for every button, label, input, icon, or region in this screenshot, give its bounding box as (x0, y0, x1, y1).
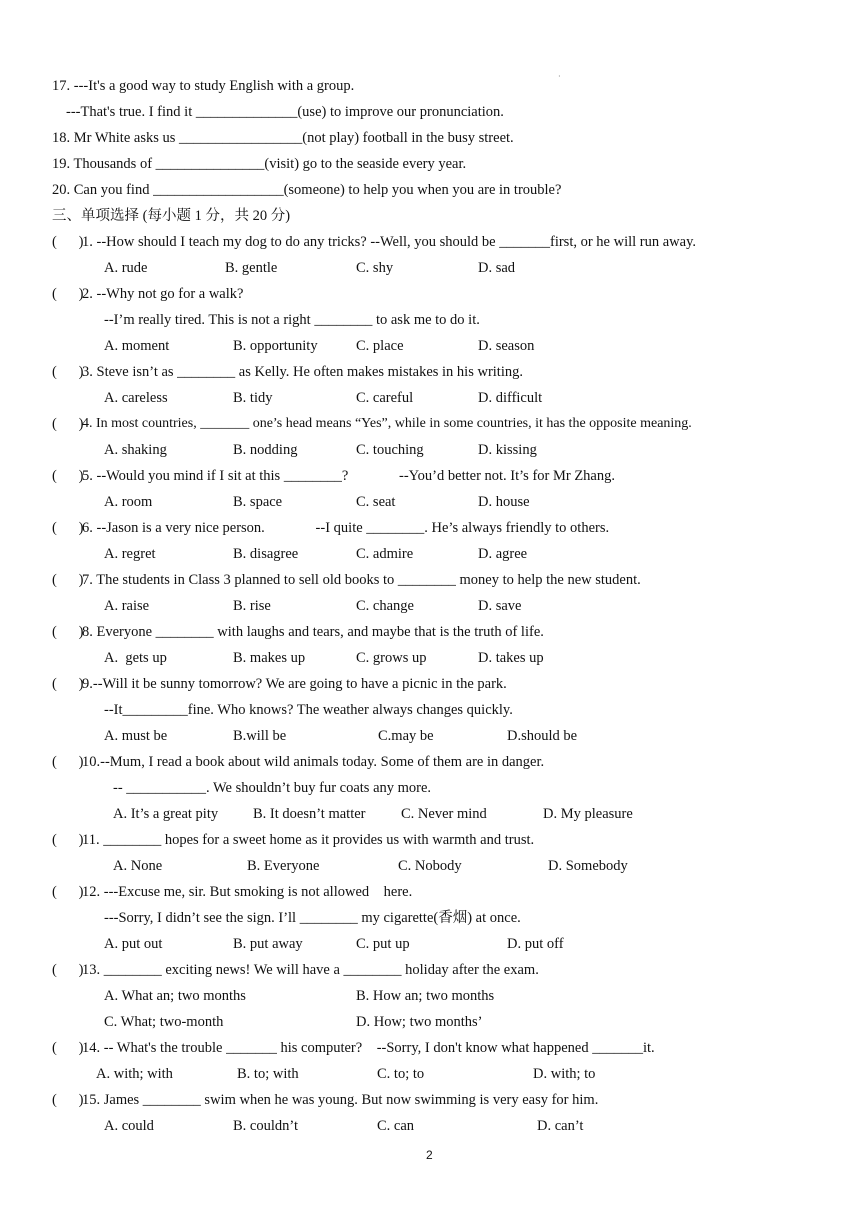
option: C. shy (356, 260, 394, 276)
option: B. nodding (233, 442, 298, 458)
option: B. Everyone (247, 858, 320, 874)
question-stem: 8. Everyone ________ with laughs and tears, and maybe that is the truth of life. (82, 624, 544, 640)
question-stem: 7. The students in Class 3 planned to sell old books to ________ money to help the new student. (82, 572, 641, 588)
option: A. rude (104, 260, 148, 276)
question-stem: 15. James ________ swim when he was young. But now swimming is very easy for him. (82, 1092, 599, 1108)
option: B. opportunity (233, 338, 318, 354)
option: C.may be (378, 728, 434, 744)
fill-blank-line: 18. Mr White asks us _________________(not play) football in the busy street. (52, 130, 514, 146)
answer-blank: ( ) (52, 962, 84, 978)
option: D. difficult (478, 390, 543, 406)
option: C. change (356, 598, 414, 614)
option: C. admire (356, 546, 414, 562)
stray-mark: · (558, 72, 561, 81)
question-stem: 11. ________ hopes for a sweet home as it provides us with warmth and trust. (82, 832, 535, 848)
question-stem: 5. --Would you mind if I sit at this ________? --You’d better not. It’s for Mr Zhang. (82, 468, 615, 484)
question-stem: 2. --Why not go for a walk? (82, 286, 244, 302)
option: C. to; to (377, 1066, 425, 1082)
option: A. It’s a great pity (113, 806, 219, 822)
option: C. grows up (356, 650, 427, 666)
option: C. careful (356, 390, 414, 406)
option: B. put away (233, 936, 303, 952)
option: A. careless (104, 390, 168, 406)
option: D. agree (478, 546, 528, 562)
option: B. disagree (233, 546, 299, 562)
option: A. regret (104, 546, 156, 562)
question-stem: 6. --Jason is a very nice person. --I quite ________. He’s always friendly to others. (82, 520, 610, 536)
option: B. space (233, 494, 283, 510)
answer-blank: ( ) (52, 624, 84, 640)
question-stem: 12. ---Excuse me, sir. But smoking is not allowed here. (82, 884, 413, 900)
option: A. room (104, 494, 153, 510)
option: A. What an; two months (104, 988, 246, 1004)
option: A. could (104, 1118, 154, 1134)
question-stem: ---Sorry, I didn’t see the sign. I’ll ________ my cigarette(香烟) at once. (104, 910, 521, 926)
option: D. sad (478, 260, 516, 276)
answer-blank: ( ) (52, 286, 84, 302)
page-number: 2 (426, 1148, 433, 1162)
answer-blank: ( ) (52, 520, 84, 536)
question-stem: 1. --How should I teach my dog to do any tricks? --Well, you should be _______first, or he will run away. (82, 234, 697, 250)
answer-blank: ( ) (52, 676, 84, 692)
option: D. kissing (478, 442, 537, 458)
option: B. How an; two months (356, 988, 495, 1004)
question-stem: 9.--Will it be sunny tomorrow? We are going to have a picnic in the park. (82, 676, 507, 692)
question-stem: -- ___________. We shouldn’t buy fur coats any more. (113, 780, 432, 796)
fill-blank-line: 17. ---It's a good way to study English with a group. (52, 78, 355, 94)
answer-blank: ( ) (52, 364, 84, 380)
section-title: 三、单项选择 (每小题 1 分，共 20 分) (52, 208, 291, 224)
option: B. rise (233, 598, 271, 614)
question-stem: 3. Steve isn’t as ________ as Kelly. He often makes mistakes in his writing. (82, 364, 523, 380)
answer-blank: ( ) (52, 1092, 84, 1108)
answer-blank: ( ) (52, 234, 84, 250)
answer-blank: ( ) (52, 754, 84, 770)
question-stem: 14. -- What's the trouble _______ his computer? --Sorry, I don't know what happened _______it. (82, 1040, 655, 1056)
answer-blank: ( ) (52, 884, 84, 900)
option: B. It doesn’t matter (253, 806, 366, 822)
option: D. season (478, 338, 535, 354)
option: A. moment (104, 338, 170, 354)
question-stem: --It_________fine. Who knows? The weather always changes quickly. (104, 702, 513, 718)
option: A. raise (104, 598, 150, 614)
option: B.will be (233, 728, 287, 744)
answer-blank: ( ) (52, 572, 84, 588)
question-stem: 4. In most countries, _______ one’s head means “Yes”, while in some countries, it has the opposite meaning. (82, 416, 692, 431)
option: D. can’t (537, 1118, 584, 1134)
option: A. shaking (104, 442, 167, 458)
answer-blank: ( ) (52, 416, 84, 432)
option: B. gentle (225, 260, 278, 276)
answer-blank: ( ) (52, 832, 84, 848)
fill-blank-line: ---That's true. I find it ______________(use) to improve our pronunciation. (66, 104, 504, 120)
option: D. How; two months’ (356, 1014, 483, 1030)
option: C. What; two-month (104, 1014, 224, 1030)
option: B. tidy (233, 390, 273, 406)
option: B. makes up (233, 650, 306, 666)
option: C. can (377, 1118, 415, 1134)
option: A. must be (104, 728, 168, 744)
answer-blank: ( ) (52, 1040, 84, 1056)
question-stem: 10.--Mum, I read a book about wild animals today. Some of them are in danger. (82, 754, 545, 770)
fill-blank-line: 20. Can you find __________________(someone) to help you when you are in trouble? (52, 182, 562, 198)
option: D. house (478, 494, 530, 510)
fill-blank-line: 19. Thousands of _______________(visit) go to the seaside every year. (52, 156, 467, 172)
option: C. touching (356, 442, 424, 458)
option: B. to; with (237, 1066, 299, 1082)
option: D. save (478, 598, 522, 614)
option: A. None (113, 858, 163, 874)
question-stem: --I’m really tired. This is not a right ________ to ask me to do it. (104, 312, 480, 328)
option: A. put out (104, 936, 163, 952)
option: D. put off (507, 936, 564, 952)
option: C. place (356, 338, 404, 354)
option: D. Somebody (548, 858, 628, 874)
option: C. Never mind (401, 806, 487, 822)
answer-blank: ( ) (52, 468, 84, 484)
option: A. gets up (104, 650, 167, 666)
option: D.should be (507, 728, 578, 744)
question-stem: 13. ________ exciting news! We will have a ________ holiday after the exam. (82, 962, 539, 978)
option: C. seat (356, 494, 396, 510)
option: C. Nobody (398, 858, 462, 874)
option: B. couldn’t (233, 1118, 298, 1134)
option: D. My pleasure (543, 806, 633, 822)
option: D. takes up (478, 650, 544, 666)
option: A. with; with (96, 1066, 173, 1082)
option: C. put up (356, 936, 410, 952)
option: D. with; to (533, 1066, 596, 1082)
